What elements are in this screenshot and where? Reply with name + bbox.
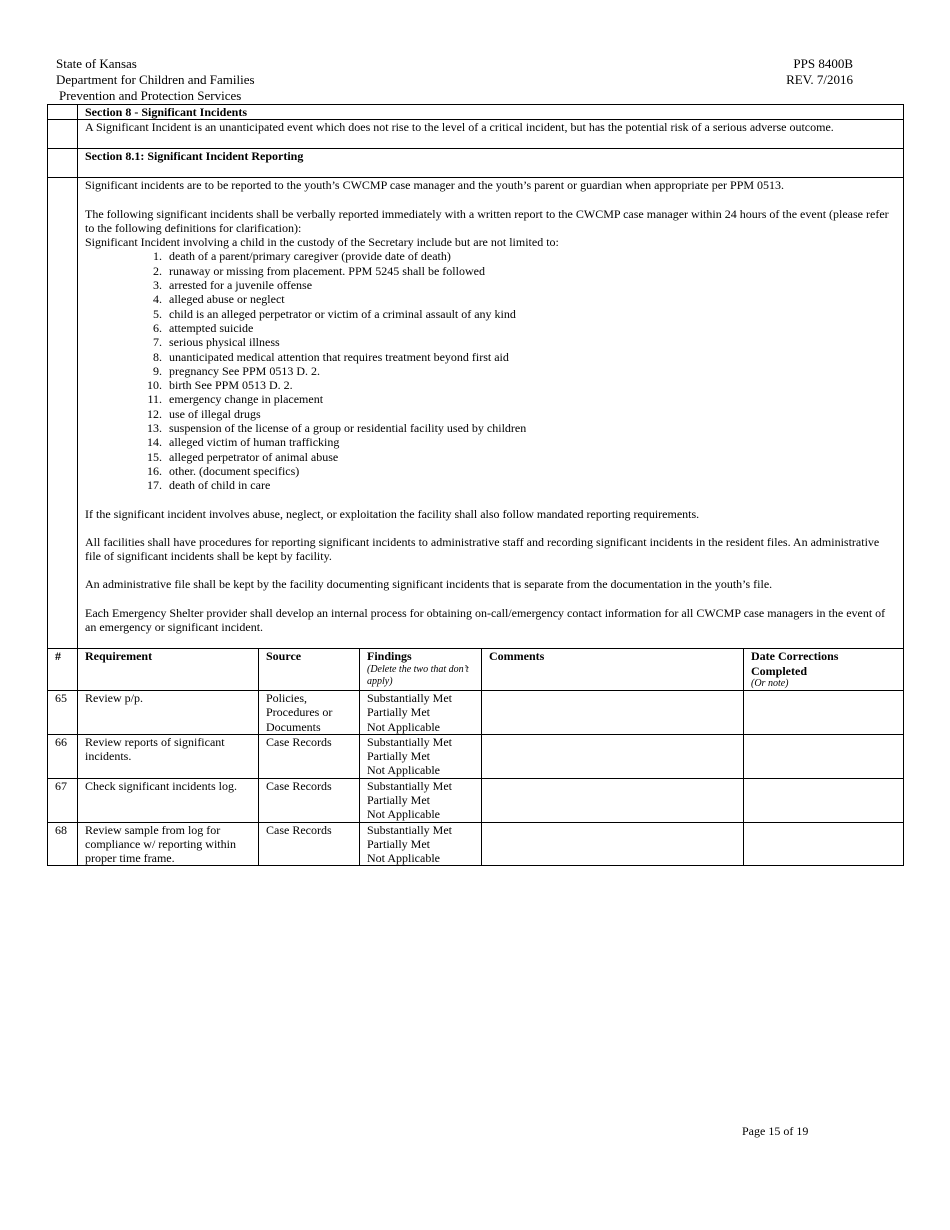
row-comments[interactable] bbox=[482, 690, 744, 734]
table-row bbox=[48, 822, 904, 866]
list-item: 6 . attempted suicide bbox=[85, 321, 896, 335]
list-item: 2 . runaway or missing from placement. PPM 5245 shall be followed bbox=[85, 264, 896, 278]
row-source: Policies, Procedures or Documents bbox=[259, 690, 360, 734]
section8-definition-row bbox=[48, 120, 904, 149]
list-item: 7 . serious physical illness bbox=[85, 335, 896, 349]
row-date[interactable] bbox=[744, 822, 904, 866]
row-findings[interactable]: Substantially Met Partially Met Not Applicable bbox=[360, 734, 482, 778]
reporting-para-3: Significant Incident involving a child in the custody of the Secretary include but are not limited to: bbox=[85, 235, 559, 250]
row-findings[interactable]: Substantially Met Partially Met Not Applicable bbox=[360, 690, 482, 734]
list-item: 16 . other. (document specifics) bbox=[85, 464, 896, 478]
row-num: 66 bbox=[48, 734, 78, 778]
list-item: 14 . alleged victim of human trafficking bbox=[85, 435, 896, 449]
reporting-para-1: Significant incidents are to be reported to the youth’s CWCMP case manager and the youth’s parent or guardian when appropriate per PPM 0513. bbox=[85, 178, 785, 193]
standards-table bbox=[47, 104, 904, 866]
row-num: 65 bbox=[48, 690, 78, 734]
header-department: Department for Children and Families bbox=[56, 72, 255, 87]
section81-title: Section 8.1: Significant Incident Reporting bbox=[78, 149, 904, 178]
row-comments[interactable] bbox=[482, 778, 744, 822]
list-item: 3 . arrested for a juvenile offense bbox=[85, 278, 896, 292]
section8-title-row bbox=[48, 105, 904, 120]
row-comments[interactable] bbox=[482, 734, 744, 778]
header-state: State of Kansas bbox=[56, 56, 137, 71]
row-requirement: Review reports of significant incidents. bbox=[78, 734, 259, 778]
list-item: 11 . emergency change in placement bbox=[85, 392, 896, 406]
row-num: 68 bbox=[48, 822, 78, 866]
list-item: 10 . birth See PPM 0513 D. 2. bbox=[85, 378, 896, 392]
col-header-source: Source bbox=[259, 649, 360, 691]
list-item: 9 . pregnancy See PPM 0513 D. 2. bbox=[85, 364, 896, 378]
date-note: (Or note) bbox=[751, 677, 789, 689]
table-row bbox=[48, 734, 904, 778]
findings-note: (Delete the two that don’t apply) bbox=[367, 663, 469, 687]
col-header-date: Date Corrections Completed (Or note) bbox=[744, 649, 904, 691]
reporting-para-6: An administrative file shall be kept by the facility documenting significant incidents that is separate from the documentation in the youth’s file. bbox=[85, 577, 773, 592]
list-item: 5 . child is an alleged perpetrator or victim of a criminal assault of any kind bbox=[85, 307, 896, 321]
reporting-para-2: The following significant incidents shall be verbally reported immediately with a written report to the CWCMP case manager within 24 hours of the event (please refer to the following definitions for clarification): bbox=[85, 206, 889, 235]
header-form-number: PPS 8400B bbox=[793, 56, 853, 71]
header-agency bbox=[56, 56, 255, 104]
incident-list bbox=[85, 249, 896, 492]
section8-definition: A Significant Incident is an unanticipated event which does not rise to the level of a critical incident, but has the potential risk of a serious adverse outcome. bbox=[78, 120, 904, 149]
header-division: Prevention and Protection Services bbox=[59, 88, 242, 103]
table-row bbox=[48, 778, 904, 822]
table-row bbox=[48, 690, 904, 734]
section81-body-row bbox=[48, 178, 904, 649]
list-item: 17 . death of child in care bbox=[85, 478, 896, 492]
section81-body bbox=[78, 178, 904, 649]
row-source: Case Records bbox=[259, 778, 360, 822]
row-date[interactable] bbox=[744, 734, 904, 778]
list-item: 4 . alleged abuse or neglect bbox=[85, 292, 896, 306]
row-source: Case Records bbox=[259, 822, 360, 866]
col-header-requirement: Requirement bbox=[78, 649, 259, 691]
reporting-para-5: All facilities shall have procedures for reporting significant incidents to administrative staff and recording significant incidents in the resident files. An administrative file of significant incidents shall be kept by facility. bbox=[85, 534, 880, 564]
list-item: 1 . death of a parent/primary caregiver (provide date of death) bbox=[85, 249, 896, 263]
list-item: 13 . suspension of the license of a group or residential facility used by children bbox=[85, 421, 896, 435]
reporting-para-7: Each Emergency Shelter provider shall develop an internal process for obtaining on-call/emergency contact information for all CWCMP case managers in the event of an emergency or significant incident. bbox=[85, 605, 886, 635]
header-revision: REV. 7/2016 bbox=[786, 72, 853, 87]
table-header-row bbox=[48, 649, 904, 691]
header-form-id bbox=[786, 56, 853, 88]
row-findings[interactable]: Substantially Met Partially Met Not Applicable bbox=[360, 778, 482, 822]
row-date[interactable] bbox=[744, 778, 904, 822]
row-date[interactable] bbox=[744, 690, 904, 734]
row-comments[interactable] bbox=[482, 822, 744, 866]
reporting-para-4: If the significant incident involves abuse, neglect, or exploitation the facility shall also follow mandated reporting requirements. bbox=[85, 506, 700, 521]
row-requirement: Review p/p. bbox=[78, 690, 259, 734]
section8-title: Section 8 - Significant Incidents bbox=[78, 105, 904, 120]
row-source: Case Records bbox=[259, 734, 360, 778]
row-num: 67 bbox=[48, 778, 78, 822]
col-header-comments: Comments bbox=[482, 649, 744, 691]
col-header-num: # bbox=[48, 649, 78, 691]
row-findings[interactable]: Substantially Met Partially Met Not Applicable bbox=[360, 822, 482, 866]
list-item: 15 . alleged perpetrator of animal abuse bbox=[85, 450, 896, 464]
page-number: Page 15 of 19 bbox=[742, 1124, 809, 1138]
col-header-findings: Findings (Delete the two that don’t apply) bbox=[360, 649, 482, 691]
list-item: 12 . use of illegal drugs bbox=[85, 407, 896, 421]
row-requirement: Review sample from log for compliance w/ reporting within proper time frame. bbox=[78, 822, 259, 866]
row-requirement: Check significant incidents log. bbox=[78, 778, 259, 822]
section81-title-row bbox=[48, 149, 904, 178]
list-item: 8 . unanticipated medical attention that requires treatment beyond first aid bbox=[85, 350, 896, 364]
